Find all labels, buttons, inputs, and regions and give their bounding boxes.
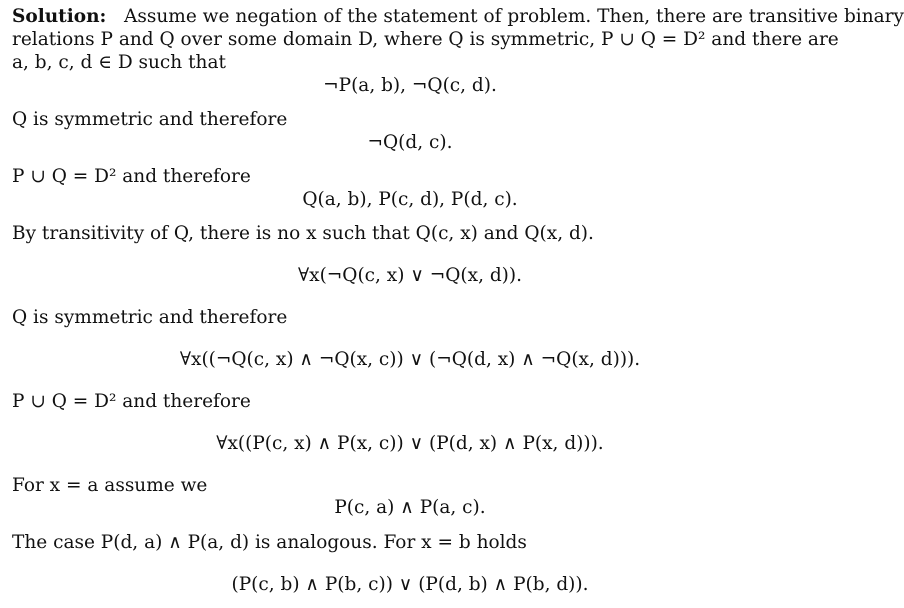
solution-heading: Solution: <box>12 6 107 27</box>
text-transitivity: By transitivity of Q, there is no x such that Q(c, x) and Q(x, d). <box>12 223 594 244</box>
text-case-analogous: The case P(d, a) ∧ P(a, d) is analogous. For x = b holds <box>12 532 527 553</box>
equation-2: ¬Q(d, c). <box>367 132 453 153</box>
equation-8: (P(c, b) ∧ P(b, c)) ∨ (P(d, b) ∧ P(b, d)). <box>231 574 589 595</box>
solution-line-1 <box>12 6 904 28</box>
text-union-1: P ∪ Q = D² and therefore <box>12 166 251 187</box>
equation-4: ∀x(¬Q(c, x) ∨ ¬Q(x, d)). <box>297 265 522 286</box>
equation-1: ¬P(a, b), ¬Q(c, d). <box>323 75 497 96</box>
solution-line-2: relations P and Q over some domain D, where Q is symmetric, P ∪ Q = D² and there are <box>12 29 839 50</box>
text-case-a: For x = a assume we <box>12 475 208 496</box>
text-union-2: P ∪ Q = D² and therefore <box>12 391 251 412</box>
solution-line-1-text: Assume we negation of the statement of problem. Then, there are transitive binary <box>124 6 904 27</box>
equation-3: Q(a, b), P(c, d), P(d, c). <box>302 189 518 210</box>
equation-7: P(c, a) ∧ P(a, c). <box>334 497 486 518</box>
equation-5: ∀x((¬Q(c, x) ∧ ¬Q(x, c)) ∨ (¬Q(d, x) ∧ ¬Q(x, d))). <box>179 349 641 370</box>
text-q-symmetric-2: Q is symmetric and therefore <box>12 307 288 328</box>
equation-6: ∀x((P(c, x) ∧ P(x, c)) ∨ (P(d, x) ∧ P(x, d))). <box>216 433 604 454</box>
solution-line-3: a, b, c, d ∈ D such that <box>12 52 226 73</box>
text-q-symmetric-1: Q is symmetric and therefore <box>12 109 288 130</box>
